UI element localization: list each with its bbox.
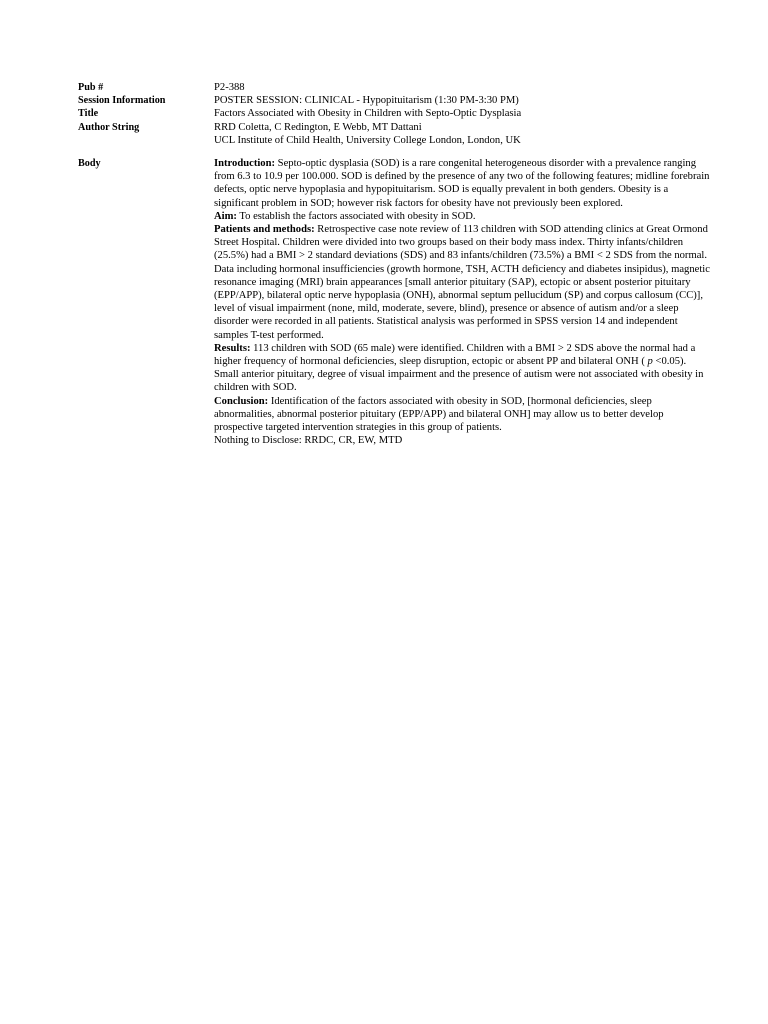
methods-paragraph [214,223,710,342]
conclusion-paragraph [214,395,710,435]
methods-text: Retrospective case note review of 113 children with SOD attending clinics at Great Ormond Street Hospital. Children were divided into two groups based on their body mass index. Thirty infants/children (25.5%) had a BMI > 2 standard deviations (SDS) and 83 infants/children (73.5%) a BMI < 2 SDS from the normal. Data including hormonal insufficiencies (growth hormone, TSH, ACTH deficiency and diabetes insipidus), magnetic resonance imaging (MRI) brain appearances [small anterior pituitary (SAP), ectopic or absent posterior pituitary (EPP/APP), bilateral optic nerve hypoplasia (ONH), abnormal septum pellucidum (SP) and corpus callosum (CC)], level of visual impairment (none, mild, moderate, severe, blind), presence or absence of autism and/or a sleep disorder were recorded in all patients. Statistical analysis was performed in SPSS version 14 and independent samples T-test performed. [214,224,710,341]
author-row [78,121,710,147]
results-text-before: 113 children with SOD (65 male) were identified. Children with a BMI > 2 SDS above the normal had a higher frequency of hormonal deficiencies, sleep disruption, ectopic or absent PP and bilateral ONH ( [214,342,696,368]
introduction-heading: Introduction: [214,158,276,170]
aim-paragraph [214,210,710,223]
session-value: POSTER SESSION: CLINICAL - Hypopituitarism (1:30 PM-3:30 PM) [214,95,519,107]
aim-heading: Aim: [214,210,237,222]
p-value-symbol: p [647,356,653,368]
results-paragraph [214,342,710,395]
session-label: Session Information [78,95,166,107]
conclusion-heading: Conclusion: [214,395,269,407]
results-text-after: <0.05). Small anterior pituitary, degree of visual impairment and the presence of autism were not associated with obesity in children with SOD. [214,356,704,394]
introduction-paragraph [214,157,710,210]
body-text [214,157,710,447]
title-row [78,107,710,120]
pub-label: Pub # [78,82,104,93]
body-row [78,157,710,447]
body-label: Body [78,158,101,170]
aim-text: To establish the factors associated with obesity in SOD. [236,210,476,222]
pub-number: P2-388 [214,82,245,93]
abstract-title: Factors Associated with Obesity in Children with Septo-Optic Dysplasia [214,108,522,120]
abstract-record [78,81,710,447]
introduction-text: Septo-optic dysplasia (SOD) is a rare congenital heterogeneous disorder with a prevalence ranging from 6.3 to 10.9 per 100.000. SOD is defined by the presence of any two of the following features; midline forebrain defects, optic nerve hypoplasia and hypopituitarism. SOD is equally prevalent in both genders. Obesity is a significant problem in SOD; however risk factors for obesity have not previously been explored. [214,158,710,209]
disclosure-statement: Nothing to Disclose: RRDC, CR, EW, MTD [214,435,403,447]
title-label: Title [78,108,99,120]
session-row [78,94,710,107]
author-value [214,121,710,147]
author-institution: UCL Institute of Child Health, University College London, London, UK [214,134,521,146]
author-label: Author String [78,121,140,133]
results-heading: Results: [214,342,251,354]
author-names: RRD Coletta, C Redington, E Webb, MT Dattani [214,121,422,133]
methods-heading: Patients and methods: [214,224,315,236]
conclusion-text: Identification of the factors associated with obesity in SOD, [hormonal deficiencies, sleep abnormalities, abnormal posterior pituitary (EPP/APP) and bilateral ONH] may allow us to better develop prospective targeted intervention strategies in this group of patients. [214,395,664,434]
pub-row [78,81,710,94]
